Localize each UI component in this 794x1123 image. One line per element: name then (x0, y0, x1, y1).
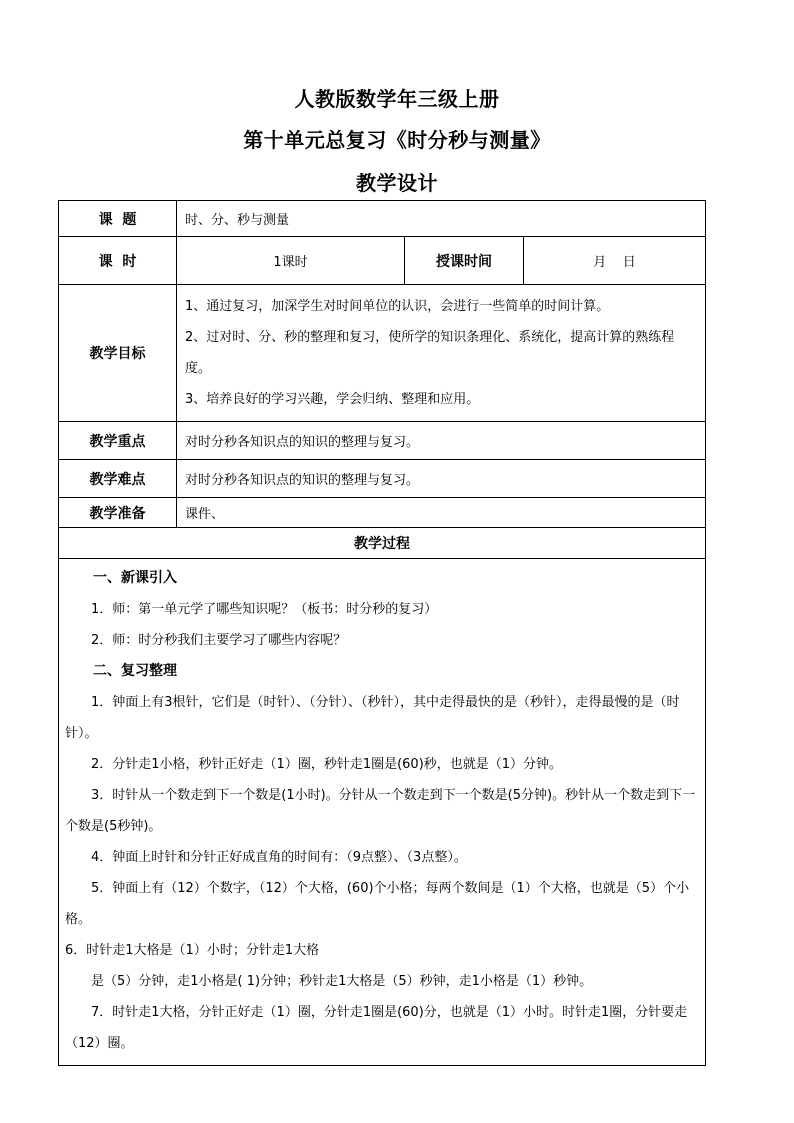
process-item: 2．师：时分秒我们主要学习了哪些内容呢？ (91, 633, 347, 648)
process-header-row (59, 528, 706, 559)
goal-item: 1、通过复习，加深学生对时间单位的认识，会进行一些简单的时间计算。 (185, 299, 610, 314)
period-label: 课 时 (59, 237, 177, 285)
design-title: 教学设计 (356, 171, 438, 195)
preparation-value: 课件、 (177, 498, 706, 528)
preparation-label: 教学准备 (59, 498, 177, 528)
period-row (59, 237, 706, 285)
section-heading-intro: 一、新课引入 (93, 570, 177, 586)
process-item: 5．钟面上有（12）个数字，（12）个大格，(60)个小格；每两个数间是（1）个大格，也就是（5）个小格。 (65, 881, 690, 927)
process-item: 1．钟面上有3根针，它们是（时针）、（分针）、（秒针），其中走得最快的是（秒针），走得最慢的是（时针）。 (65, 695, 680, 741)
period-value: 1课时 (177, 237, 405, 285)
process-item: 7．时针走1大格，分针正好走（1）圈，分针走1圈是(60)分，也就是（1）小时。时针走1圈，分针要走（12）圈。 (65, 1005, 688, 1051)
section-heading-review: 二、复习整理 (93, 663, 177, 679)
goal-item: 3、培养良好的学习兴趣，学会归纳、整理和应用。 (185, 392, 480, 407)
goals-list (177, 285, 706, 422)
difficulty-value: 对时分秒各知识点的知识的整理与复习。 (177, 460, 706, 498)
process-item: 1．师：第一单元学了哪些知识呢？（板书：时分秒的复习） (91, 602, 438, 617)
key-points-label: 教学重点 (59, 422, 177, 460)
process-heading: 教学过程 (59, 528, 706, 559)
process-item: 是（5）分钟，走1小格是( 1)分钟；秒针走1大格是（5）秒钟，走1小格是（1）秒钟。 (91, 974, 593, 989)
process-item: 4．钟面上时针和分针正好成直角的时间有：（9点整）、（3点整）。 (91, 850, 467, 865)
preparation-row (59, 498, 706, 528)
class-time-label: 授课时间 (405, 237, 524, 285)
goals-label: 教学目标 (59, 285, 177, 422)
unit-title: 第十单元总复习《时分秒与测量》 (243, 128, 551, 152)
topic-label: 课 题 (59, 201, 177, 237)
topic-value: 时、分、秒与测量 (177, 201, 706, 237)
difficulty-label: 教学难点 (59, 460, 177, 498)
difficulty-row (59, 460, 706, 498)
process-content (59, 559, 706, 1066)
goals-row (59, 285, 706, 422)
key-points-row (59, 422, 706, 460)
document-title: 人教版数学年三级上册 (294, 87, 500, 111)
class-time-value: 月 日 (524, 237, 706, 285)
process-item: 3．时针从一个数走到下一个数是(1小时)。分针从一个数走到下一个数是(5分钟)。秒针从一个数走到下一个数是(5秒钟)。 (65, 788, 696, 834)
process-item: 6．时针走1大格是（1）小时；分针走1大格 (65, 943, 320, 958)
key-points-value: 对时分秒各知识点的知识的整理与复习。 (177, 422, 706, 460)
lesson-plan-table (58, 200, 706, 1066)
process-body-row (59, 559, 706, 1066)
topic-row (59, 201, 706, 237)
goal-item: 2、过对时、分、秒的整理和复习，使所学的知识条理化、系统化，提高计算的熟练程度。 (185, 330, 675, 376)
process-item: 2．分针走1小格，秒针正好走（1）圈，秒针走1圈是(60)秒，也就是（1）分钟。 (91, 757, 563, 772)
